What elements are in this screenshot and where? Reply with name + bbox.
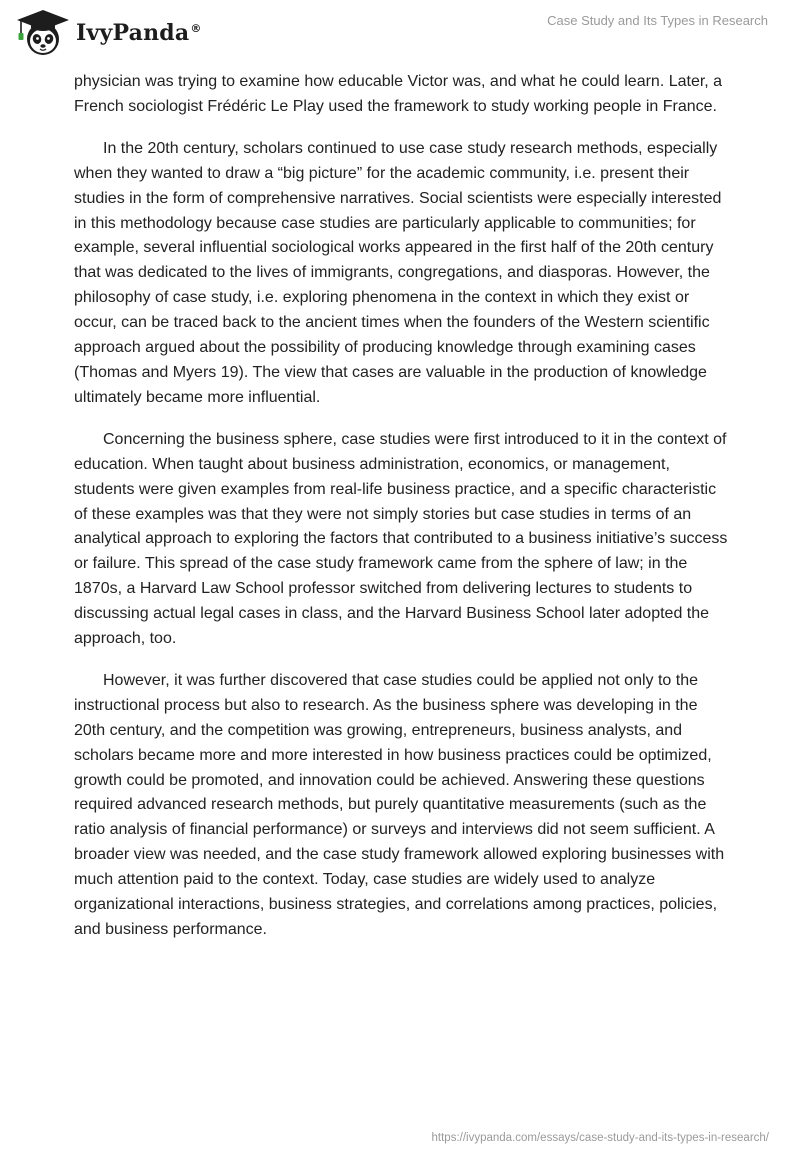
brand-logo[interactable] — [14, 8, 202, 58]
panda-graduation-cap-icon — [14, 8, 72, 58]
brand-name: IvyPanda® — [76, 20, 202, 46]
source-url: https://ivypanda.com/essays/case-study-and-its-types-in-research/ — [431, 1132, 769, 1144]
page-header — [0, 0, 800, 70]
paragraph: However, it was further discovered that case studies could be applied not only to the instructional process but also to research. As the business sphere was developing in the 20th century, and the competition was growing, entrepreneurs, business analysts, and scholars became more and more interested in how business practices could be optimized, growth could be promoted, and innovation could be achieved. Answering these questions required advanced research methods, but purely quantitative measurements (such as the ratio analysis of financial performance) or surveys and interviews did not seem sufficient. A broader view was needed, and the case study framework allowed exploring businesses with much attention paid to the context. Today, case studies are widely used to analyze organizational interactions, business strategies, and correlations among practices, policies, and business performance. — [74, 671, 725, 938]
essay-body — [74, 70, 730, 960]
document-title: Case Study and Its Types in Research — [547, 13, 768, 28]
paragraph: physician was trying to examine how educable Victor was, and what he could learn. Later, a French sociologist Frédéric Le Play used the framework to study working people in France. — [74, 73, 723, 115]
paragraph: Concerning the business sphere, case studies were first introduced to it in the context of education. When taught about business administration, economics, or management, students were given examples from real-life business practice, and a specific characteristic of these examples was that they were not simply stories but case studies in terms of an analytical approach to exploring the factors that contributed to a business initiative’s success or failure. This spread of the case study framework came from the sphere of law; in the 1870s, a Harvard Law School professor switched from delivering lectures to students to discussing actual legal cases in class, and the Harvard Business School later adopted the approach, too. — [74, 430, 728, 648]
paragraph: In the 20th century, scholars continued to use case study research methods, especially when they wanted to draw a “big picture” for the academic community, i.e. present their studies in the form of comprehensive narratives. Social scientists were especially interested in this methodology because case studies are particularly applicable to communities; for example, several influential sociological works appeared in the first half of the 20th century that was dedicated to the lives of immigrants, congregations, and diasporas. However, the philosophy of case study, i.e. exploring phenomena in the context in which they exist or occur, can be traced back to the ancient times when the founders of the Western scientific approach argued about the possibility of producing knowledge through examining cases (Thomas and Myers 19). The view that cases are valuable in the production of knowledge ultimately became more influential. — [74, 139, 722, 406]
registered-mark: ® — [190, 21, 202, 35]
